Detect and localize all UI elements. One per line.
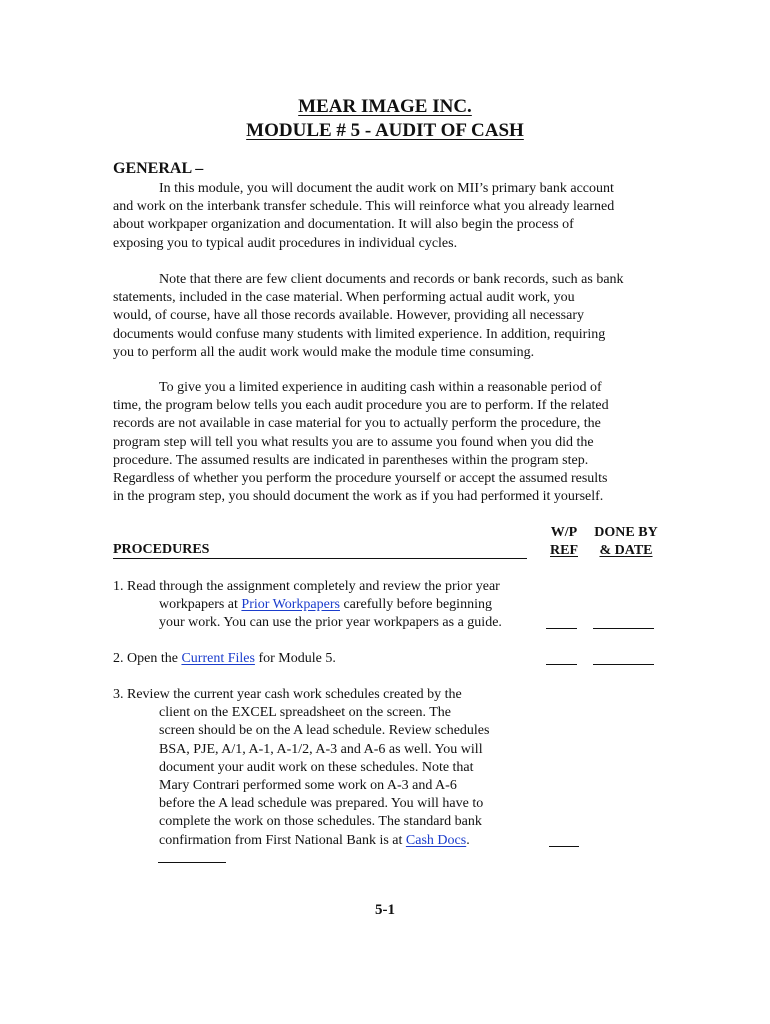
module-title: MODULE # 5 - AUDIT OF CASH <box>246 120 524 141</box>
wp-ref-header-line2: REF <box>550 543 578 558</box>
paragraph-line: In this module, you will document the audit work on MII’s primary bank account <box>159 181 614 196</box>
step-line: BSA, PJE, A/1, A-1, A-1/2, A-3 and A-6 as well. You will <box>159 741 483 757</box>
paragraph-line: you to perform all the audit work would make the module time consuming. <box>113 344 535 360</box>
step-text: . <box>466 832 470 848</box>
current-files-link[interactable]: Current Files <box>181 651 255 666</box>
paragraph-line: time, the program below tells you each audit procedure you are to perform. If the related <box>113 398 609 414</box>
cash-docs-link[interactable]: Cash Docs <box>405 832 467 848</box>
done-by-header-line1: DONE BY <box>594 525 658 540</box>
procedure-step-2 <box>113 650 543 668</box>
step-text: workpapers at <box>159 597 242 613</box>
step-line: Mary Contrari performed some work on A-3 and A-6 <box>159 778 457 794</box>
step-line: document your audit work on these schedules. Note that <box>159 759 474 775</box>
procedure-step-3 <box>113 686 543 850</box>
step-text: 2. Open the <box>113 651 182 666</box>
step-line: client on the EXCEL spreadsheet on the screen. The <box>159 705 451 721</box>
records-paragraph <box>113 271 673 362</box>
step-line: before the A lead schedule was prepared. You will have to <box>159 796 484 812</box>
wp-ref-column-header <box>546 524 582 560</box>
paragraph-line: exposing you to typical audit procedures in individual cycles. <box>113 235 458 251</box>
done-by-blank <box>593 628 654 629</box>
wp-ref-blank <box>546 664 577 665</box>
step-line: screen should be on the A lead schedule. Review schedules <box>159 723 490 739</box>
intro-paragraph <box>113 180 673 253</box>
prior-workpapers-link[interactable]: Prior Workpapers <box>241 597 340 613</box>
step-line: complete the work on those schedules. The standard bank <box>159 814 482 830</box>
paragraph-line: documents would confuse many students with limited experience. In addition, requiring <box>113 326 606 342</box>
general-heading: GENERAL – <box>113 160 204 177</box>
paragraph-line: would, of course, have all those records available. However, providing all necessary <box>113 308 584 324</box>
paragraph-line: Regardless of whether you perform the procedure yourself or accept the assumed results <box>113 471 608 487</box>
done-by-header-line2: & DATE <box>599 543 653 558</box>
done-by-column-header <box>591 524 661 560</box>
step-line <box>113 596 543 614</box>
step-text: carefully before beginning <box>339 597 492 613</box>
paragraph-line: in the program step, you should document the work as if you had performed it yourself. <box>113 489 604 505</box>
procedures-column-header: PROCEDURES <box>113 541 527 559</box>
paragraph-line: records are not available in case material for you to actually perform the procedure, the <box>113 416 601 432</box>
program-paragraph <box>113 379 673 506</box>
page-number: 5-1 <box>375 902 395 918</box>
wp-ref-blank <box>549 846 579 847</box>
paragraph-line: To give you a limited experience in auditing cash within a reasonable period of <box>159 380 602 395</box>
step-line: your work. You can use the prior year workpapers as a guide. <box>159 615 502 631</box>
paragraph-line: Note that there are few client documents and records or bank records, such as bank <box>159 272 624 287</box>
step-line <box>113 650 543 668</box>
done-by-blank <box>158 862 226 863</box>
company-title: MEAR IMAGE INC. <box>298 96 472 117</box>
step-line: 3. Review the current year cash work schedules created by the <box>113 687 462 702</box>
procedure-step-1 <box>113 578 543 633</box>
wp-ref-header-line1: W/P <box>550 525 578 540</box>
paragraph-line: about workpaper organization and documentation. It will also begin the process of <box>113 217 574 233</box>
step-line: 1. Read through the assignment completely and review the prior year <box>113 579 500 594</box>
step-line <box>113 832 543 850</box>
paragraph-line: statements, included in the case material. When performing actual audit work, you <box>113 290 575 306</box>
paragraph-line: procedure. The assumed results are indicated in parentheses within the program step. <box>113 452 589 468</box>
wp-ref-blank <box>546 628 577 629</box>
done-by-blank <box>593 664 654 665</box>
step-text: confirmation from First National Bank is at <box>159 832 406 848</box>
paragraph-line: and work on the interbank transfer schedule. This will reinforce what you already learned <box>113 199 615 215</box>
paragraph-line: program step will tell you what results you are to assume you found when you did the <box>113 434 594 450</box>
step-text: for Module 5. <box>254 651 336 666</box>
